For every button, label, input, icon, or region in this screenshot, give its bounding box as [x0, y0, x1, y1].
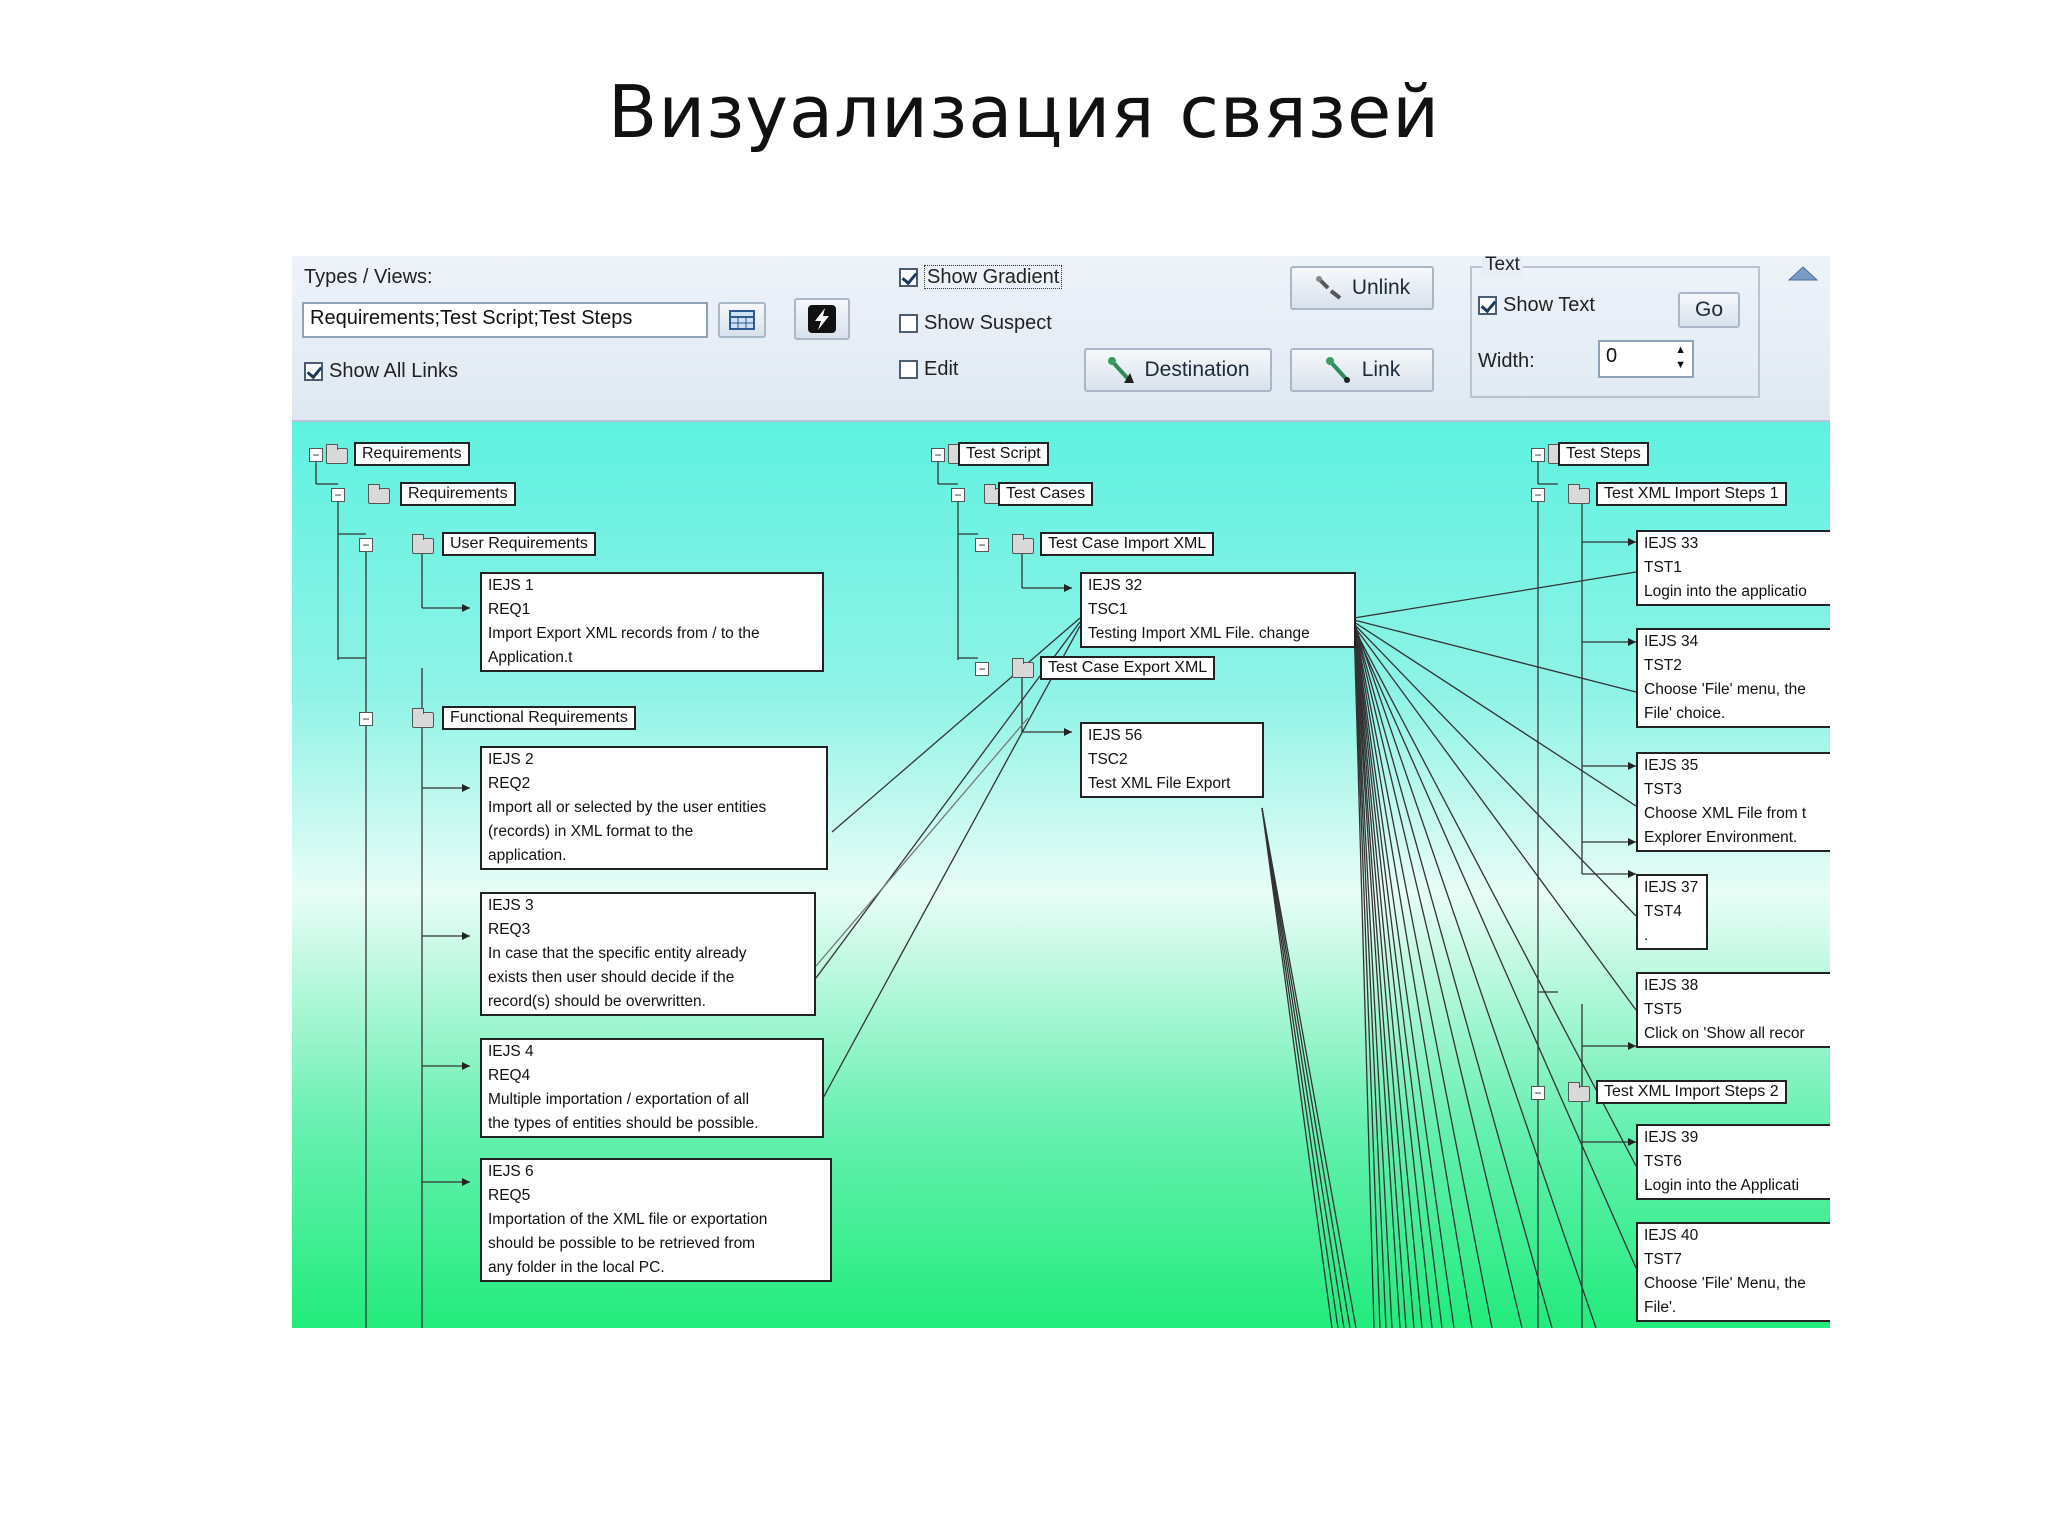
folder-icon [1012, 538, 1034, 554]
card-code: TST6 [1644, 1153, 1682, 1170]
tree-node-test-case-export[interactable]: Test Case Export XML [1040, 656, 1215, 680]
expand-toggle-icon[interactable]: − [1531, 1086, 1545, 1100]
card-code: TST4 [1644, 903, 1682, 920]
link-icon [1324, 355, 1354, 385]
card-text: Testing Import XML File. change [1088, 625, 1310, 642]
show-all-links-option[interactable] [304, 360, 458, 383]
tree-node-requirements-root[interactable]: Requirements [354, 442, 470, 466]
card-text: In case that the specific entity already [488, 945, 747, 962]
types-views-label: Types / Views: [304, 266, 433, 288]
expand-toggle-icon[interactable]: − [331, 488, 345, 502]
types-views-field[interactable]: Requirements;Test Script;Test Steps [302, 302, 708, 338]
card-text: Application.t [488, 649, 573, 666]
card-id: IEJS 37 [1644, 879, 1699, 896]
tree-node-functional-requirements[interactable]: Functional Requirements [442, 706, 636, 730]
text-group-label: Text [1482, 256, 1523, 276]
card-code: REQ4 [488, 1067, 531, 1084]
folder-icon [412, 712, 434, 728]
show-gradient-option[interactable] [899, 266, 1062, 289]
card-id: IEJS 4 [488, 1043, 534, 1060]
card-text: Explorer Environment. [1644, 829, 1798, 846]
card-text: exists then user should decide if the [488, 969, 735, 986]
card-id: IEJS 40 [1644, 1227, 1699, 1244]
card-text: Click on 'Show all recor [1644, 1025, 1805, 1042]
card-text: (records) in XML format to the [488, 823, 694, 840]
card-code: REQ3 [488, 921, 531, 938]
card-id: IEJS 38 [1644, 977, 1699, 994]
folder-icon [368, 488, 390, 504]
card-tsc1[interactable] [1080, 572, 1356, 648]
folder-icon [1568, 1086, 1590, 1102]
card-text: should be possible to be retrieved from [488, 1235, 756, 1252]
width-label: Width: [1478, 350, 1535, 372]
card-id: IEJS 3 [488, 897, 534, 914]
show-gradient-checkbox[interactable] [899, 268, 918, 287]
destination-icon [1106, 355, 1136, 385]
card-text: Choose XML File from t [1644, 805, 1807, 822]
card-text: . [1644, 927, 1649, 944]
card-text: the types of entities should be possible. [488, 1115, 759, 1132]
show-all-links-checkbox[interactable] [304, 362, 323, 381]
card-code: REQ2 [488, 775, 531, 792]
card-text: record(s) should be overwritten. [488, 993, 706, 1010]
tree-node-requirements[interactable]: Requirements [400, 482, 516, 506]
card-text: Multiple importation / exportation of all [488, 1091, 750, 1108]
card-text: Import Export XML records from / to the [488, 625, 760, 642]
card-id: IEJS 56 [1088, 727, 1143, 744]
unlink-button[interactable] [1290, 266, 1434, 310]
width-value: 0 [1606, 345, 1618, 367]
traceability-view [292, 256, 1830, 1328]
card-id: IEJS 6 [488, 1163, 534, 1180]
unlink-icon [1314, 274, 1344, 302]
card-text: Choose 'File' menu, the [1644, 681, 1806, 698]
card-code: REQ1 [488, 601, 531, 618]
folder-icon [412, 538, 434, 554]
tree-node-test-cases[interactable]: Test Cases [998, 482, 1093, 506]
card-id: IEJS 34 [1644, 633, 1699, 650]
width-field[interactable] [1598, 340, 1694, 378]
tree-node-import-steps-1[interactable]: Test XML Import Steps 1 [1596, 482, 1787, 506]
card-id: IEJS 1 [488, 577, 534, 594]
card-text: any folder in the local PC. [488, 1259, 665, 1276]
card-text: Login into the applicatio [1644, 583, 1807, 600]
card-tst3[interactable] [1636, 752, 1830, 852]
show-suspect-option[interactable] [899, 312, 1052, 335]
card-tst6[interactable] [1636, 1124, 1830, 1200]
show-suspect-label: Show Suspect [924, 312, 1052, 334]
tree-node-test-case-import[interactable]: Test Case Import XML [1040, 532, 1214, 556]
destination-button[interactable] [1084, 348, 1272, 392]
card-code: TST1 [1644, 559, 1682, 576]
edit-label: Edit [924, 358, 959, 380]
card-tst4[interactable] [1636, 874, 1708, 950]
show-gradient-label: Show Gradient [924, 265, 1062, 289]
card-id: IEJS 39 [1644, 1129, 1699, 1146]
card-req5[interactable] [480, 1158, 832, 1282]
slide-title: Визуализация связей [607, 70, 1441, 154]
card-code: TST3 [1644, 781, 1682, 798]
card-req3[interactable] [480, 892, 816, 1016]
card-text: File' choice. [1644, 705, 1726, 722]
folder-icon [1012, 662, 1034, 678]
expand-toggle-icon[interactable]: − [309, 448, 323, 462]
card-req4[interactable] [480, 1038, 824, 1138]
card-code: TST2 [1644, 657, 1682, 674]
go-button[interactable]: Go [1678, 292, 1740, 328]
card-id: IEJS 33 [1644, 535, 1699, 552]
tree-node-user-requirements[interactable]: User Requirements [442, 532, 596, 556]
toolbar [292, 256, 1830, 422]
card-id: IEJS 2 [488, 751, 534, 768]
card-text: File'. [1644, 1299, 1677, 1316]
unlink-label: Unlink [1351, 276, 1411, 299]
card-req1[interactable] [480, 572, 824, 672]
link-label: Link [1361, 358, 1401, 381]
folder-icon [1568, 488, 1590, 504]
folder-icon [326, 448, 348, 464]
card-text: Login into the Applicati [1644, 1177, 1800, 1194]
tree-node-test-steps[interactable]: Test Steps [1558, 442, 1649, 466]
card-tst7[interactable] [1636, 1222, 1830, 1322]
edit-option[interactable] [899, 358, 958, 381]
show-all-links-label: Show All Links [329, 360, 458, 382]
card-code: REQ5 [488, 1187, 531, 1204]
card-tst5[interactable] [1636, 972, 1830, 1048]
link-diagram [292, 422, 1830, 1328]
tree-node-import-steps-2[interactable]: Test XML Import Steps 2 [1596, 1080, 1787, 1104]
link-button[interactable] [1290, 348, 1434, 392]
expand-toggle-icon[interactable]: − [359, 712, 373, 726]
expand-toggle-icon[interactable]: − [1531, 488, 1545, 502]
card-tsc2[interactable] [1080, 722, 1264, 798]
card-text: application. [488, 847, 567, 864]
card-tst1[interactable] [1636, 530, 1830, 606]
expand-toggle-icon[interactable]: − [1531, 448, 1545, 462]
card-code: TST5 [1644, 1001, 1682, 1018]
expand-toggle-icon[interactable]: − [975, 538, 989, 552]
select-views-button[interactable] [718, 302, 766, 338]
lightning-icon [807, 304, 837, 334]
card-id: IEJS 35 [1644, 757, 1699, 774]
width-spinner[interactable]: ▲ ▼ [1675, 344, 1686, 371]
card-req2[interactable] [480, 746, 828, 870]
expand-toggle-icon[interactable]: − [975, 662, 989, 676]
card-tst2[interactable] [1636, 628, 1830, 728]
tree-node-test-script[interactable]: Test Script [958, 442, 1049, 466]
text-options-group [1470, 256, 1760, 398]
expand-toggle-icon[interactable]: − [359, 538, 373, 552]
show-text-label: Show Text [1503, 294, 1595, 316]
collapse-toolbar-button[interactable] [1786, 264, 1820, 290]
edit-checkbox[interactable] [899, 360, 918, 379]
collapse-arrow-icon [1786, 264, 1820, 284]
show-suspect-checkbox[interactable] [899, 314, 918, 333]
card-code: TSC2 [1088, 751, 1128, 768]
calendar-grid-icon [729, 309, 755, 331]
expand-toggle-icon[interactable]: − [931, 448, 945, 462]
card-text: Choose 'File' Menu, the [1644, 1275, 1806, 1292]
card-code: TST7 [1644, 1251, 1682, 1268]
refresh-button[interactable] [794, 298, 850, 340]
show-text-option[interactable] [1478, 294, 1595, 317]
card-text: Import all or selected by the user entities [488, 799, 767, 816]
card-text: Test XML File Export [1088, 775, 1231, 792]
expand-toggle-icon[interactable]: − [951, 488, 965, 502]
card-code: TSC1 [1088, 601, 1128, 618]
card-text: Importation of the XML file or exportation [488, 1211, 768, 1228]
card-id: IEJS 32 [1088, 577, 1143, 594]
destination-label: Destination [1144, 358, 1250, 381]
show-text-checkbox[interactable] [1478, 296, 1497, 315]
